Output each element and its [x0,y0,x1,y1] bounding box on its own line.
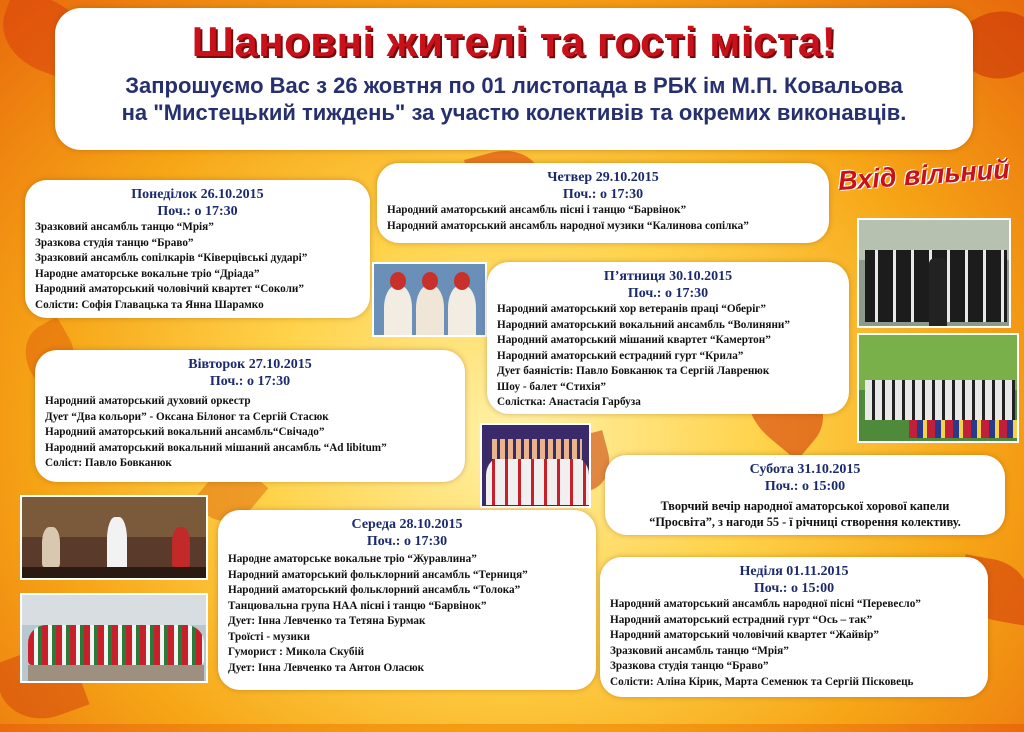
list-item: Соліст: Павло Бовканюк [45,457,172,469]
list-item: Народний аматорський фольклорний ансамбль “Терниця” [228,568,528,581]
tuesday-time: Поч.: о 17:30 [209,374,291,389]
friday-time: Поч.: о 17:30 [627,286,709,301]
list-item: Дует: Інна Левченко та Антон Оласюк [228,661,425,674]
photo-stage-show [20,495,208,580]
list-item: Народний аматорський ансамбль пісні і танцю “Барвінок” [387,204,687,216]
list-item: Народний аматорський хор ветеранів праці “Оберіг” [497,303,766,315]
list-item: Народний аматорський ансамбль народної пісні “Перевесло” [610,598,921,610]
list-item: Зразкова студія танцю “Браво” [35,236,194,249]
friday-list [497,302,839,411]
wednesday-list [228,552,586,676]
wednesday-panel [218,510,596,690]
list-item: Народний аматорський чоловічий квартет “Соколи” [35,283,304,295]
wednesday-day: Середа 28.10.2015 [351,517,463,532]
saturday-day: Субота 31.10.2015 [749,462,861,477]
list-item: Солісти: Софія Главацька та Янна Шарамко [35,298,264,311]
list-item: Народний аматорський духовий оркестр [45,395,251,407]
monday-panel [25,180,370,318]
list-item: Народний аматорський вокальний мішаний ансамбль “Ad libitum” [45,441,387,454]
list-item: Народний аматорський чоловічий квартет “Жайвір” [610,629,879,641]
sunday-time: Поч.: о 15:00 [753,581,835,596]
tuesday-list [45,394,455,472]
page-title: Шановні жителі та гості міста! [191,18,837,65]
friday-day: П’ятниця 30.10.2015 [603,269,733,284]
invitation-line-1: Запрошуємо Вас з 26 жовтня по 01 листопада в РБК ім М.П. Ковальова [125,73,903,98]
list-item: Танцювальна група НАА пісні і танцю “Барвінок” [228,599,487,612]
list-item: Народне аматорське вокальне тріо “Дріада” [35,267,260,280]
list-item: Зразковий ансамбль танцю “Мрія” [610,644,789,657]
list-item: Зразковий ансамбль танцю “Мрія” [35,221,214,233]
list-item: Гуморист : Микола Скубій [228,646,365,658]
friday-panel [487,262,849,414]
list-item: Солісти: Аліна Кірик, Марта Семенюк та Сергій Пісковець [610,675,914,688]
photo-folk-dancers [20,593,208,683]
list-item: Народний аматорський вокальний ансамбль“Свічадо” [45,426,325,438]
list-item: Дует баяністів: Павло Бовканюк та Сергій Лавренюк [497,365,770,377]
thursday-list [387,203,819,234]
sunday-day: Неділя 01.11.2015 [739,564,849,579]
tuesday-panel [35,350,465,482]
saturday-desc-2: “Просвіта”, з нагоди 55 - ї річниці створення колективу. [649,515,961,529]
list-item: Народний аматорський вокальний ансамбль “Волиняни” [497,318,790,331]
sunday-panel [600,557,988,697]
monday-day: Понеділок 26.10.2015 [131,187,264,202]
saturday-time: Поч.: о 15:00 [764,479,846,494]
thursday-time: Поч.: о 17:30 [562,187,644,202]
list-item: Дует “Два кольори” - Оксана Білоног та Сергій Стасюк [45,410,329,423]
tuesday-day: Вівторок 27.10.2015 [188,357,312,372]
list-item: Дует: Інна Левченко та Тетяна Бурмак [228,615,426,627]
photo-choir-park [857,333,1019,443]
list-item: Солістка: Анастасія Гарбуза [497,396,641,408]
saturday-panel [605,455,1005,535]
list-item: Зразкова студія танцю “Браво” [610,660,769,672]
photo-dance-ensemble [480,423,591,508]
photo-choir-outdoor [857,218,1011,328]
sunday-list [610,597,978,690]
wednesday-time: Поч.: о 17:30 [366,534,448,549]
list-item: Народний аматорський естрадний гурт “Ось – так” [610,613,873,626]
list-item: Народний аматорський ансамбль народної музики “Калинова сопілка” [387,219,749,232]
list-item: Народне аматорське вокальне тріо “Журавлина” [228,553,477,565]
list-item: Зразковий ансамбль сопілкарів “Ківерцівські дударі” [35,252,308,264]
list-item: Шоу - балет “Стихія” [497,380,607,393]
photo-vocal-trio [372,262,487,337]
thursday-panel [377,163,829,243]
monday-list [35,220,360,313]
list-item: Народний аматорський мішаний квартет “Камертон” [497,334,771,346]
invitation-line-2: на "Мистецький тиждень" за участю колективів та окремих виконавців. [121,100,907,125]
saturday-desc-1: Творчий вечір народної аматорської хорової капели [660,499,950,513]
list-item: Народний аматорський фольклорний ансамбль “Толока” [228,584,521,596]
thursday-day: Четвер 29.10.2015 [547,170,659,185]
monday-time: Поч.: о 17:30 [157,204,238,219]
free-entry-label: Вхід вільний [837,154,1011,196]
list-item: Троїсті - музики [228,630,310,643]
list-item: Народний аматорський естрадний гурт “Крила” [497,349,744,362]
header-banner [55,8,973,150]
